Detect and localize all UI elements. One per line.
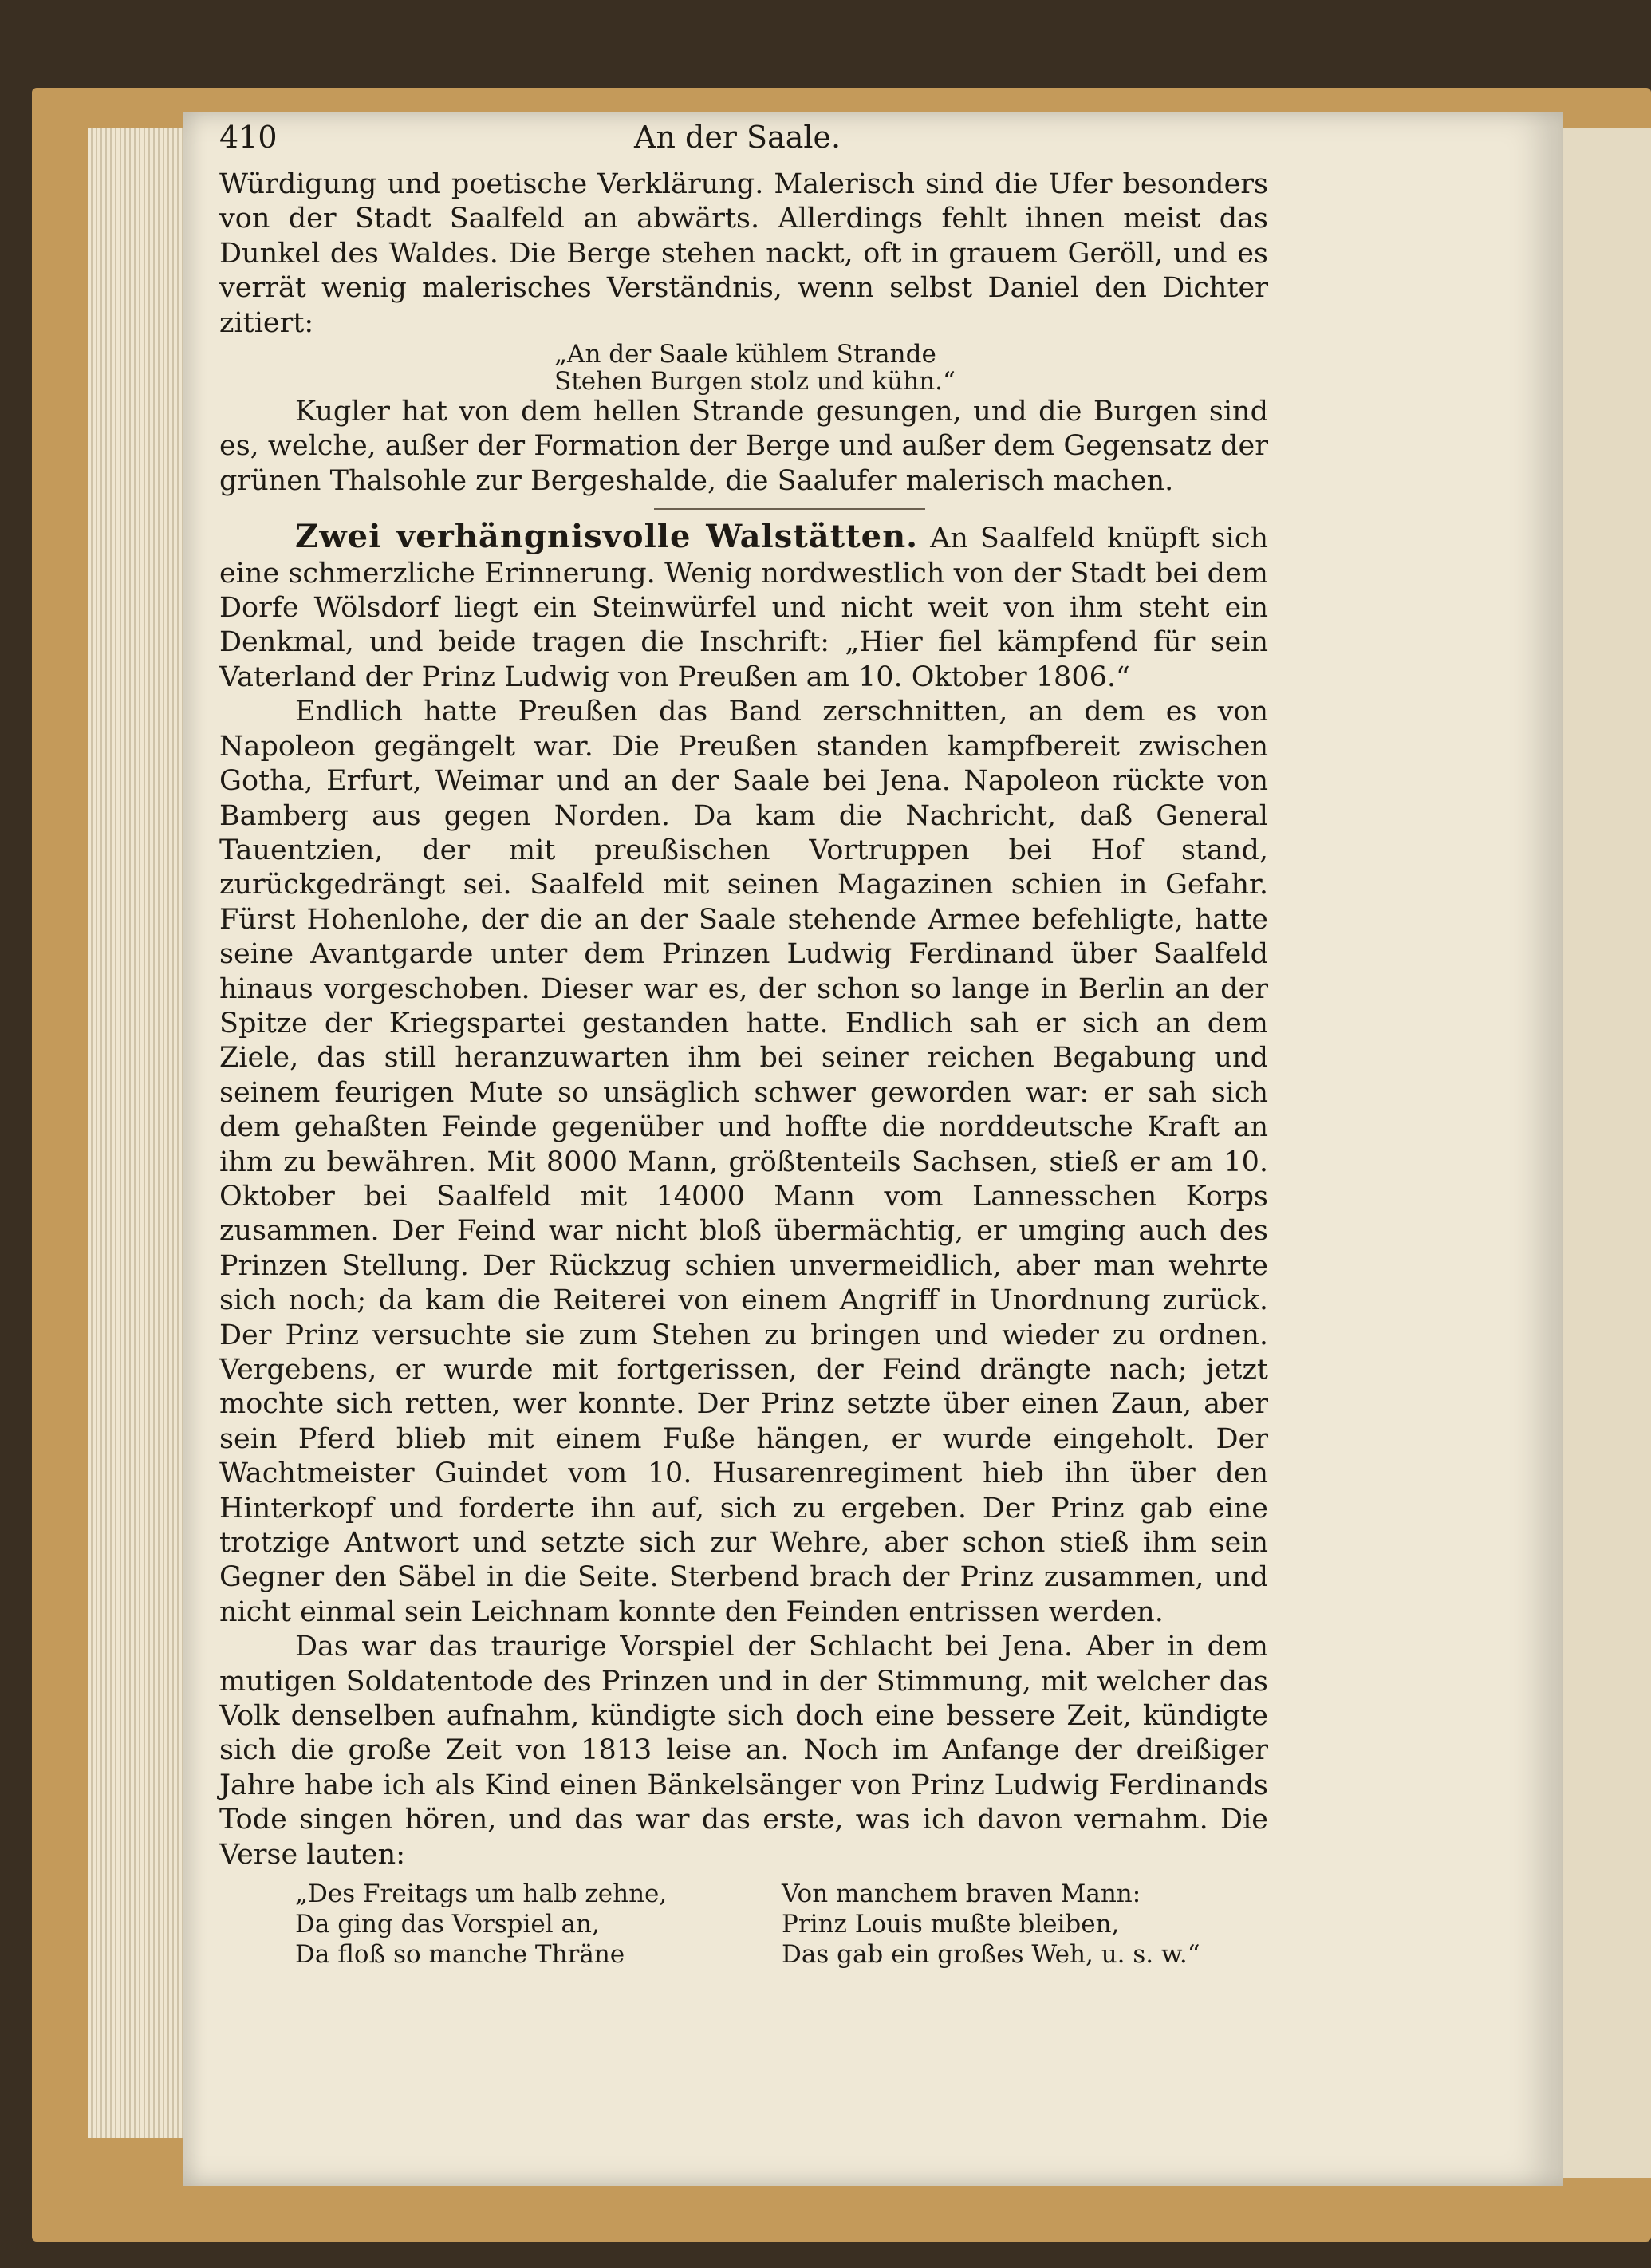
verse-line: Prinz Louis mußte bleiben, (782, 1910, 1120, 1939)
facing-page-edge (1563, 128, 1651, 2178)
paragraph: Würdigung und poetische Verklärung. Malerisch sind die Ufer besonders von der Stadt Saalfeld an abwärts. Allerdings fehlt ihnen meist das Dunkel des Waldes. Die Berge stehen nackt, oft in grauem Geröll, und es verrät wenig malerisches Verständnis, wenn selbst Daniel den Dichter zitiert: (219, 168, 1268, 339)
verse-line: Das gab ein großes Weh, u. s. w.“ (782, 1940, 1200, 1970)
verse-line: Von manchem braven Mann: (782, 1879, 1141, 1909)
verse-line: „Des Freitags um halb zehne, (295, 1879, 668, 1909)
quote (554, 341, 1268, 395)
verse-line: Da ging das Vorspiel an, (295, 1910, 600, 1939)
verse (219, 1879, 1268, 1970)
paragraph: Endlich hatte Preußen das Band zerschnitten, an dem es von Napoleon gegängelt war. Die Preußen standen kampfbereit zwischen Gotha, Erfurt, Weimar und an der Saale bei Jena. Napoleon rückte von Bamberg aus gegen Norden. Da kam die Nachricht, daß General Tauentzien, der mit preußischen Vortruppen bei Hof stand, zurückgedrängt sei. Saalfeld mit seinen Magazinen schien in Gefahr. Fürst Hohenlohe, der die an der Saale stehende Armee befehligte, hatte seine Avantgarde unter dem Prinzen Ludwig Ferdinand über Saalfeld hinaus vorgeschoben. Dieser war es, der schon so lange in Berlin an der Spitze der Kriegspartei gestanden hatte. Endlich sah er sich an dem Ziele, das still heranzuwarten ihm bei seiner reichen Begabung und seinem feurigen Mute so unsäglich schwer geworden war: er sah sich dem gehaßten Feinde gegenüber und hoffte die norddeutsche Kraft an ihm zu bewähren. Mit 8000 Mann, größtenteils Sachsen, stieß er am 10. Oktober bei Saalfeld mit 14000 Mann vom Lannesschen Korps zusammen. Der Feind war nicht bloß übermächtig, er umging auch des Prinzen Stellung. Der Rückzug schien unvermeidlich, aber man wehrte sich noch; da kam die Reiterei von einem Angriff in Unordnung zurück. Der Prinz versuchte sie zum Stehen zu bringen und wieder zu ordnen. Vergebens, er wurde mit fortgerissen, der Feind drängte nach; jetzt mochte sich retten, wer konnte. Der Prinz setzte über einen Zaun, aber sein Pferd blieb mit einem Fuße hängen, er wurde eingeholt. Der Wachtmeister Guindet vom 10. Husarenregiment hieb ihn über den Hinterkopf und forderte ihn auf, sich zu ergeben. Der Prinz gab eine trotzige Antwort und setzte sich zur Wehre, aber schon stieß ihm sein Gegner den Säbel in die Seite. Sterbend brach der Prinz zusammen, und nicht einmal sein Leichnam konnte den Feinden entrissen werden. (219, 696, 1268, 1628)
section-divider (654, 508, 925, 510)
quote-line: „An der Saale kühlem Strande (554, 340, 936, 369)
quote-line: Stehen Burgen stolz und kühn.“ (554, 367, 956, 396)
paragraph (219, 519, 1268, 695)
page-text (219, 120, 1268, 1970)
verse-line: Da floß so manche Thräne (295, 1940, 625, 1970)
paragraph-text: An Saalfeld knüpft sich eine schmerzliche Erinnerung. Wenig nordwestlich von der Stadt bei dem Dorfe Wölsdorf liegt ein Steinwürfel und nicht weit von ihm steht ein Denkmal, und beide tragen die Inschrift: „Hier fiel kämpfend für sein Vaterland der Prinz Ludwig von Preußen am 10. Oktober 1806.“ (219, 523, 1268, 693)
running-head (219, 120, 1268, 168)
page-edges (88, 128, 183, 2138)
section-heading: Zwei verhängnisvolle Walstätten. (295, 518, 919, 556)
page-number: 410 (219, 120, 278, 155)
verse-column-right (782, 1879, 1268, 1970)
running-title: An der Saale. (634, 120, 841, 155)
verse-column-left (219, 1879, 782, 1970)
paragraph: Das war das traurige Vorspiel der Schlacht bei Jena. Aber in dem mutigen Soldatentode des Prinzen und in der Stimmung, mit welcher das Volk denselben aufnahm, kündigte sich doch eine bessere Zeit, kündigte sich die große Zeit von 1813 leise an. Noch im Anfange der dreißiger Jahre habe ich als Kind einen Bänkelsänger von Prinz Ludwig Ferdinands Tode singen hören, und das war das erste, was ich davon vernahm. Die Verse lauten: (219, 1631, 1268, 1871)
paragraph: Kugler hat von dem hellen Strande gesungen, und die Burgen sind es, welche, außer der Formation der Berge und außer dem Gegensatz der grünen Thalsohle zur Bergeshalde, die Saalufer malerisch machen. (219, 396, 1268, 497)
